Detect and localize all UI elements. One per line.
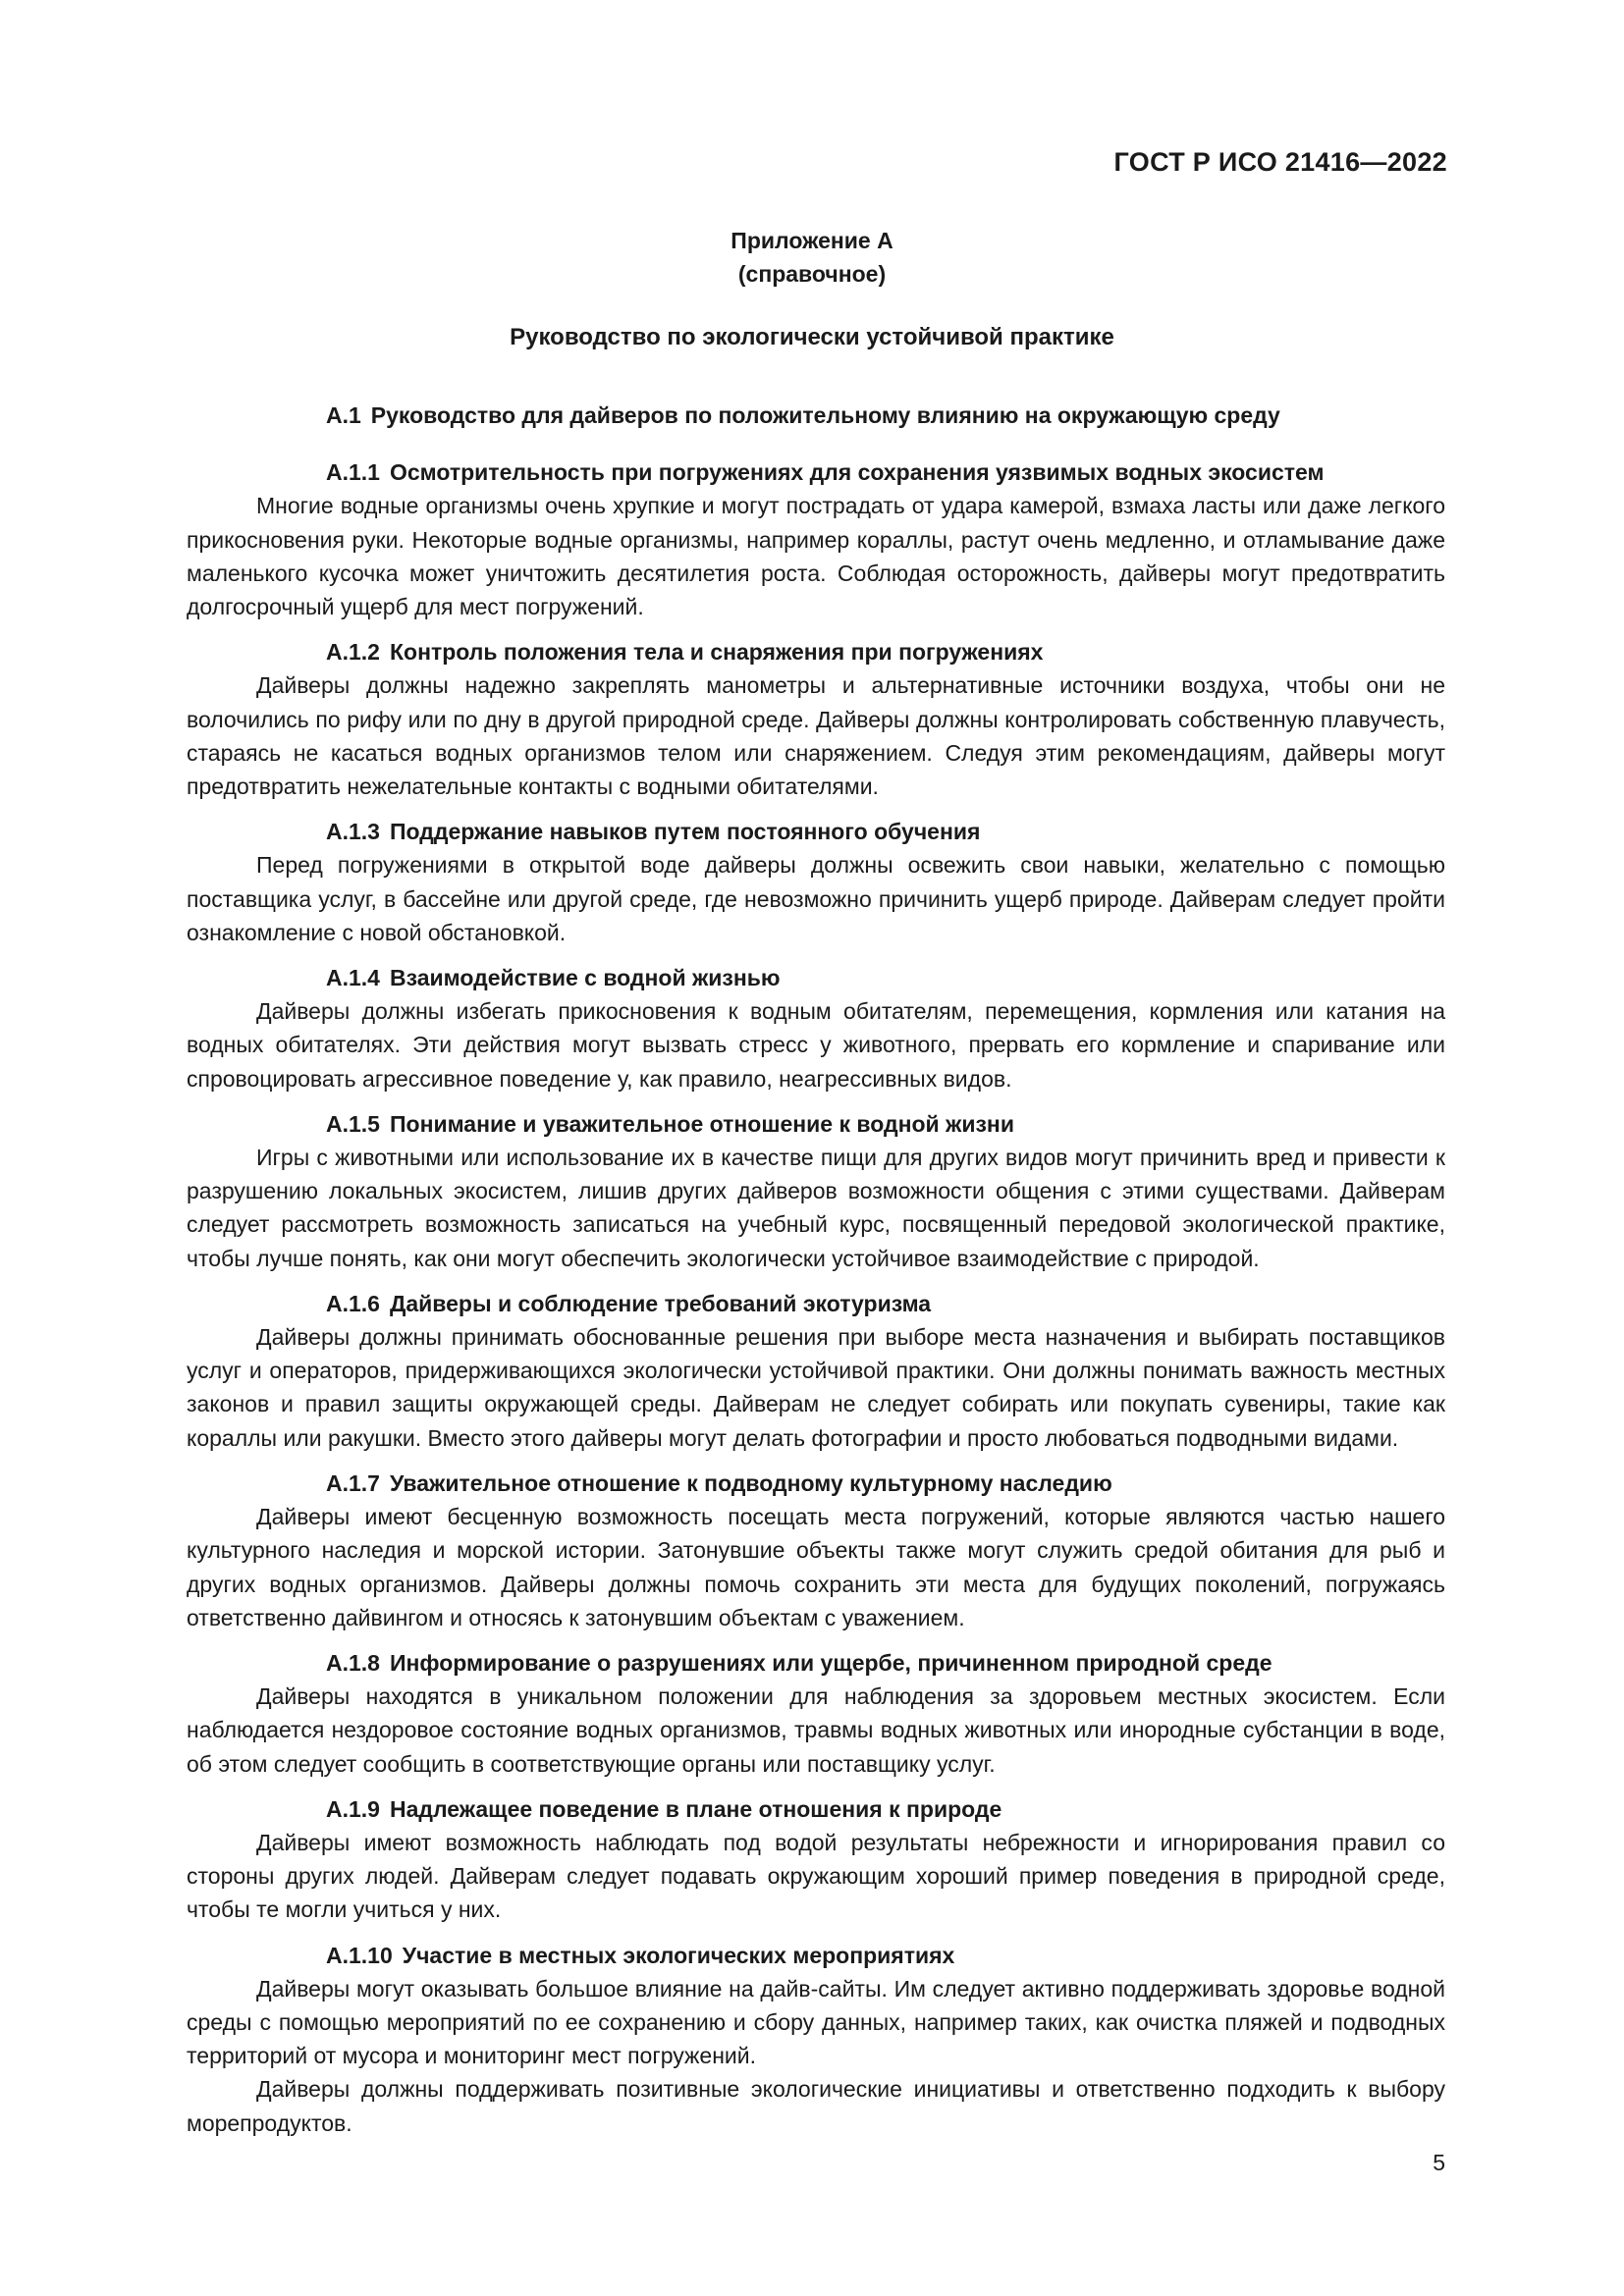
subsection-number: А.1.9 — [326, 1795, 380, 1822]
subsection — [187, 1792, 1445, 1927]
section-number: А.1 — [326, 402, 361, 428]
subsection-number: А.1.2 — [326, 639, 380, 666]
subsection-title: Контроль положения тела и снаряжения при погружениях — [389, 639, 1044, 666]
paragraph: Дайверы находятся в уникальном положении для наблюдения за здоровьем местных экосистем. Если наблюдается нездоровое состояние водных организмов, травмы водных животных или инородные субстанции в воде, об этом следует сообщить в соответствующие органы или поставщику услуг. — [187, 1683, 1445, 1777]
section-heading — [187, 399, 1445, 432]
paragraph: Дайверы могут оказывать большое влияние на дайв-сайты. Им следует активно поддерживать здоровье водной среды с помощью мероприятий по ее сохранению и сбору данных, например таких, как очистка пляжей и подводных территорий от мусора и мониторинг мест погружений. — [187, 1975, 1445, 2069]
paragraph: Дайверы должны принимать обоснованные решения при выборе места назначения и выбирать поставщиков услуг и операторов, придерживающихся экологически устойчивой практики. Они должны понимать важность местных законов и правил защиты окружающей среды. Дайверам не следует собирать или покупать сувениры, такие как кораллы или ракушки. Вместо этого дайверы могут делать фотографии и просто любоваться подводными видами. — [187, 1324, 1445, 1451]
subsection — [187, 1939, 1445, 2140]
paragraph: Дайверы должны надежно закреплять манометры и альтернативные источники воздуха, чтобы они не волочились по рифу или по дну в другой природной среде. Дайверы должны контролировать собственную плавучесть, стараясь не касаться водных организмов телом или снаряжением. Следуя этим рекомендациям, дайверы могут предотвратить нежелательные контакты с водными обитателями. — [187, 672, 1445, 800]
page-title: Руководство по экологически устойчивой практике — [510, 324, 1114, 350]
page-number: 5 — [1433, 2150, 1445, 2175]
appendix-heading — [0, 224, 1624, 291]
subsection-heading — [187, 815, 1445, 848]
paragraph: Игры с животными или использование их в качестве пищи для других видов могут причинить вред и привести к разрушению локальных экосистем, лишив других дайверов возможности общения с этими существами. Дайверам следует рассмотреть возможность записаться на учебный курс, посвященный передовой экологической практике, чтобы лучше понять, как они могут обеспечить экологически устойчивое взаимодействие с природой. — [187, 1145, 1445, 1271]
subsection — [187, 815, 1445, 949]
paragraph: Перед погружениями в открытой воде дайверы должны освежить свои навыки, желательно с помощью поставщика услуг, в бассейне или другой среде, где невозможно причинить ущерб природе. Дайверам следует пройти ознакомление с новой обстановкой. — [187, 852, 1445, 945]
subsection-number: А.1.3 — [326, 819, 380, 845]
subsection-heading — [187, 1467, 1445, 1500]
paragraph: Дайверы должны поддерживать позитивные экологические инициативы и ответственно подходить к выбору морепродуктов. — [187, 2076, 1445, 2136]
subsection-title: Поддержание навыков путем постоянного обучения — [389, 819, 981, 845]
subsection-title: Надлежащее поведение в плане отношения к природе — [389, 1795, 1002, 1822]
subsection-heading — [187, 1107, 1445, 1141]
subsection-title: Понимание и уважительное отношение к водной жизни — [389, 1110, 1014, 1137]
subsection-title: Осмотрительность при погружениях для сохранения уязвимых водных экосистем — [389, 459, 1325, 486]
subsection-heading — [187, 1646, 1445, 1680]
subsection-heading — [187, 1792, 1445, 1826]
document-code: ГОСТ Р ИСО 21416—2022 — [1113, 147, 1447, 177]
subsection-number: А.1.1 — [326, 459, 380, 486]
subsection — [187, 635, 1445, 803]
subsection-number: А.1.4 — [326, 965, 380, 991]
subsection-heading — [187, 1939, 1445, 1972]
subsection-number: А.1.8 — [326, 1649, 380, 1676]
subsection-number: А.1.7 — [326, 1469, 380, 1496]
subsection-heading — [187, 635, 1445, 668]
subsection-heading — [187, 961, 1445, 994]
subsection — [187, 1287, 1445, 1455]
paragraph: Дайверы имеют возможность наблюдать под водой результаты небрежности и игнорирования правил со стороны других людей. Дайверам следует подавать окружающим хороший пример поведения в природной среде, чтобы те могли учиться у них. — [187, 1829, 1445, 1923]
subsection — [187, 1107, 1445, 1275]
subsection — [187, 1467, 1445, 1634]
appendix-label: Приложение А — [731, 228, 893, 253]
subsection — [187, 961, 1445, 1095]
subsection-title: Информирование о разрушениях или ущербе, причиненном природной среде — [389, 1649, 1272, 1676]
subsection-heading — [187, 1287, 1445, 1320]
document-body — [187, 399, 1445, 2140]
subsection-title: Уважительное отношение к подводному культурному наследию — [389, 1469, 1112, 1496]
subsection-title: Дайверы и соблюдение требований экотуризма — [389, 1290, 932, 1316]
subsection-number: А.1.10 — [326, 1942, 393, 1968]
paragraph: Дайверы должны избегать прикосновения к водным обитателям, перемещения, кормления или катания на водных обитателях. Эти действия могут вызвать стресс у животного, прервать его кормление и спаривание или спровоцировать агрессивное поведение у, как правило, неагрессивных видов. — [187, 998, 1445, 1092]
subsection-number: А.1.5 — [326, 1110, 380, 1137]
appendix-type: (справочное) — [737, 261, 887, 287]
paragraph: Многие водные организмы очень хрупкие и могут пострадать от удара камерой, взмаха ласты или даже легкого прикосновения руки. Некоторые водные организмы, например кораллы, растут очень медленно, и отламывание даже маленького кусочка может уничтожить десятилетия роста. Соблюдая осторожность, дайверы могут предотвратить долгосрочный ущерб для мест погружений. — [187, 493, 1445, 620]
subsection-heading — [187, 455, 1445, 489]
subsection-list — [187, 455, 1445, 2140]
subsection-title: Взаимодействие с водной жизнью — [389, 965, 781, 991]
subsection — [187, 455, 1445, 623]
section-title: Руководство для дайверов по положительному влиянию на окружающую среду — [370, 402, 1280, 428]
paragraph: Дайверы имеют бесценную возможность посещать места погружений, которые являются частью нашего культурного наследия и морской истории. Затонувшие объекты также могут служить средой обитания для рыб и других водных организмов. Дайверы должны помочь сохранить эти места для будущих поколений, погружаясь ответственно дайвингом и относясь к затонувшим объектам с уважением. — [187, 1504, 1445, 1630]
subsection-number: А.1.6 — [326, 1290, 380, 1316]
subsection — [187, 1646, 1445, 1781]
subsection-title: Участие в местных экологических мероприятиях — [402, 1942, 955, 1968]
